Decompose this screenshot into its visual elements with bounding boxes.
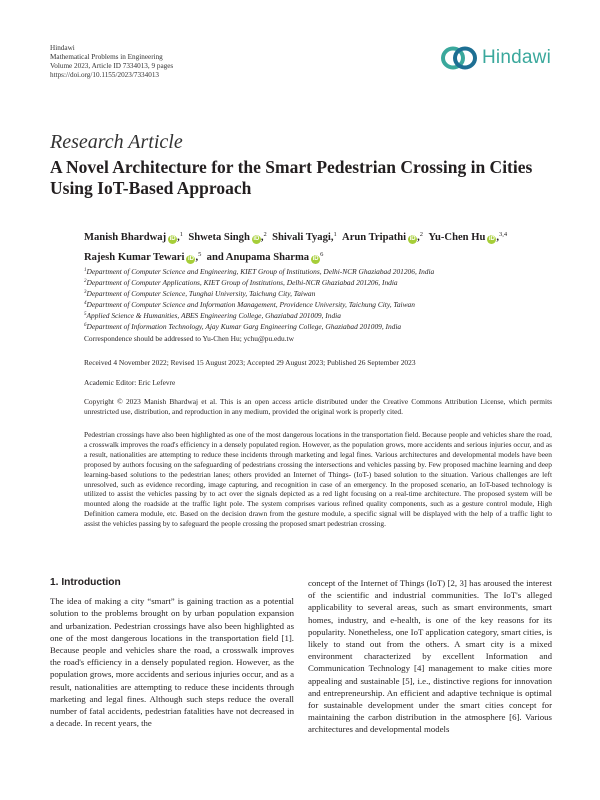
author-name: Yu-Chen Hu [428,232,486,243]
author[interactable]: Yu-Chen Hu iD ,$^{3,4}$ [428,231,508,243]
journal-name: Mathematical Problems in Engineering [50,53,163,61]
orcid-icon[interactable]: iD [488,236,495,242]
publisher-name: Hindawi [50,44,75,52]
author-affiliation-sup: 2 [419,231,424,238]
author-name: Shweta Singh [188,232,250,243]
article-dates: Received 4 November 2022; Revised 15 August 2023; Accepted 29 August 2023; Published 26 September 2023 [84,358,416,367]
affiliation: $^3$Department of Computer Science, Tunghai University, Taichung City, Taiwan [84,289,316,298]
body-paragraph: The idea of making a city “smart” is gaining traction as a potential solution to the problems brought on by urban population expansion and urbanization. Pedestrian crossings have also been highlighted as one of the most dangerous locations in the transportation field [1]. Because people and vehicles share the road, a crosswalk improves the road's efficiency in a densely populated region. However, as the population grows, more accidents and serious injuries occur, and as a result, nationalities are attempting to reduce these incidents through marketing and legal fines. Although such steps reduce the overall number of fatal accidents, pedestrian fatalities have not decreased in a decade. In recent years, the [50,596,294,729]
orcid-icon[interactable]: iD [409,236,416,242]
author[interactable] [207,252,324,263]
orcid-icon[interactable]: iD [187,256,194,262]
affiliation: $^6$Department of Information Technology, Ajay Kumar Garg Engineering College, Ghaziabad 201009, India [84,322,402,331]
author[interactable]: Arun Tripathi iD ,$^2$ [342,231,424,243]
affiliation: $^1$Department of Computer Science and Engineering, KIET Group of Institutions, Delhi-NCR Ghaziabad 201206, India [84,267,435,276]
orcid-icon[interactable]: iD [169,236,176,242]
section-heading: 1. Introduction [50,577,121,588]
column-right [308,577,552,736]
author[interactable]: Rajesh Kumar Tewari iD ,$^5$ [84,251,202,263]
column-left [50,577,294,729]
orcid-icon[interactable]: iD [312,256,319,262]
logo-text: Hindawi [482,47,551,68]
affiliation: $^4$Department of Computer Science and Information Management, Providence University, Taichung City, Taiwan [84,300,415,309]
author-affiliation-sup: 6 [320,251,324,258]
author[interactable] [272,232,337,243]
author[interactable]: Manish Bhardwaj iD ,$^1$ [84,231,184,243]
doi-link[interactable]: https://doi.org/10.1155/2023/7334013 [50,71,160,79]
author-name: Shivali Tyagi, [272,232,334,243]
affiliation-list [84,266,564,332]
author-list [84,226,584,266]
author[interactable]: Shweta Singh iD ,$^2$ [188,231,267,243]
author-name: Manish Bhardwaj [84,232,167,243]
correspondence: Correspondence should be addressed to Yu-Chen Hu; ychu@pu.edu.tw [84,334,294,343]
affiliation: $^5$Applied Science & Humanities, ABES Engineering College, Ghaziabad 201009, India [84,311,341,320]
hindawi-logo-icon [440,46,478,70]
article-title: A Novel Architecture for the Smart Pedestrian Crossing in Cities Using IoT-Based Approach [50,157,533,198]
author-affiliation-sup: 1 [333,231,337,238]
article-type: Research Article [50,131,183,153]
author-name: and Anupama Sharma [206,252,310,263]
hindawi-logo [440,46,551,70]
author-affiliation-sup: 1 [179,231,184,238]
author-affiliation-sup: 5 [198,251,202,258]
author-affiliation-sup: 2 [263,231,267,238]
body-paragraph: concept of the Internet of Things (IoT) [2, 3] has aroused the interest of the scientific and industrial communities. The IoT's alleged applicability to several areas, such as smart environments, smart homes, industry, and e-health, is one of the key reasons for its popularity. Nonetheless, one IoT application category, smart cities, is likely to stand out from the others. A smart city is a mixed environment characterized by excellent Information and Communication Technology [4] management to make cities more appealing and sustainable [5], i.e., distinctive regions for innovation and entrepreneurship. An efficient and adaptive technique is optimal for sustainable development under the smart cities concept for maintaining the carbon distribution in the atmosphere [6]. Various architectures and developmental models [308,578,552,735]
academic-editor: Academic Editor: Eric Lefevre [84,378,176,387]
author-name: Rajesh Kumar Tewari [84,252,185,263]
orcid-icon[interactable]: iD [253,236,260,242]
author-name: Arun Tripathi [342,232,407,243]
affiliation: $^2$Department of Computer Applications, KIET Group of Institutions, Delhi-NCR Ghaziabad 201206, India [84,278,398,287]
author-affiliation-sup: 3,4 [499,231,508,238]
volume-info: Volume 2023, Article ID 7334013, 9 pages [50,62,174,70]
copyright-notice: Copyright © 2023 Manish Bhardwaj et al. This is an open access article distributed under the Creative Commons Attribution License, which permits unrestricted use, distribution, and reproduction in any medium, provided the original work is properly cited. [84,397,552,416]
journal-header [50,44,173,80]
abstract: Pedestrian crossings have also been highlighted as one of the most dangerous locations in the transportation field. Because people and vehicles share the road, a crosswalk improves the road's efficiency in a densely populated region. However, as the population grows, more accidents and serious injuries occur, and as a result, nationalities are attempting to reduce these incidents through marketing and legal fines. Various architectures and developmental models have been proposed by authors focusing on the safeguarding of pedestrians crossing the intersections and vehicles passing by. Few proposed machine learning and deep learning-based solutions to the pedestrian lanes; others provided an Internet of Things- (IoT-) based solution to the situation. Various challenges are left unresolved, such as evidence recording, image capturing, and recognition in case of an emergency. In the proposed scenario, an IoT-based technology is utilized to assist the vehicles passing by to act over the signals depicted as a red light focusing on a real-time architecture. The proposed system will be mounted along the roadside at the traffic light pole. The system comprises various refined quality components, such as a gesture control module, High Definition camera module, etc. Based on the decision drawn from the gesture module, a specific signal will be displayed with the help of a traffic light to assist the vehicles passing by to safeguard the people crossing the proposed smart pedestrian crossing. [84,430,552,529]
